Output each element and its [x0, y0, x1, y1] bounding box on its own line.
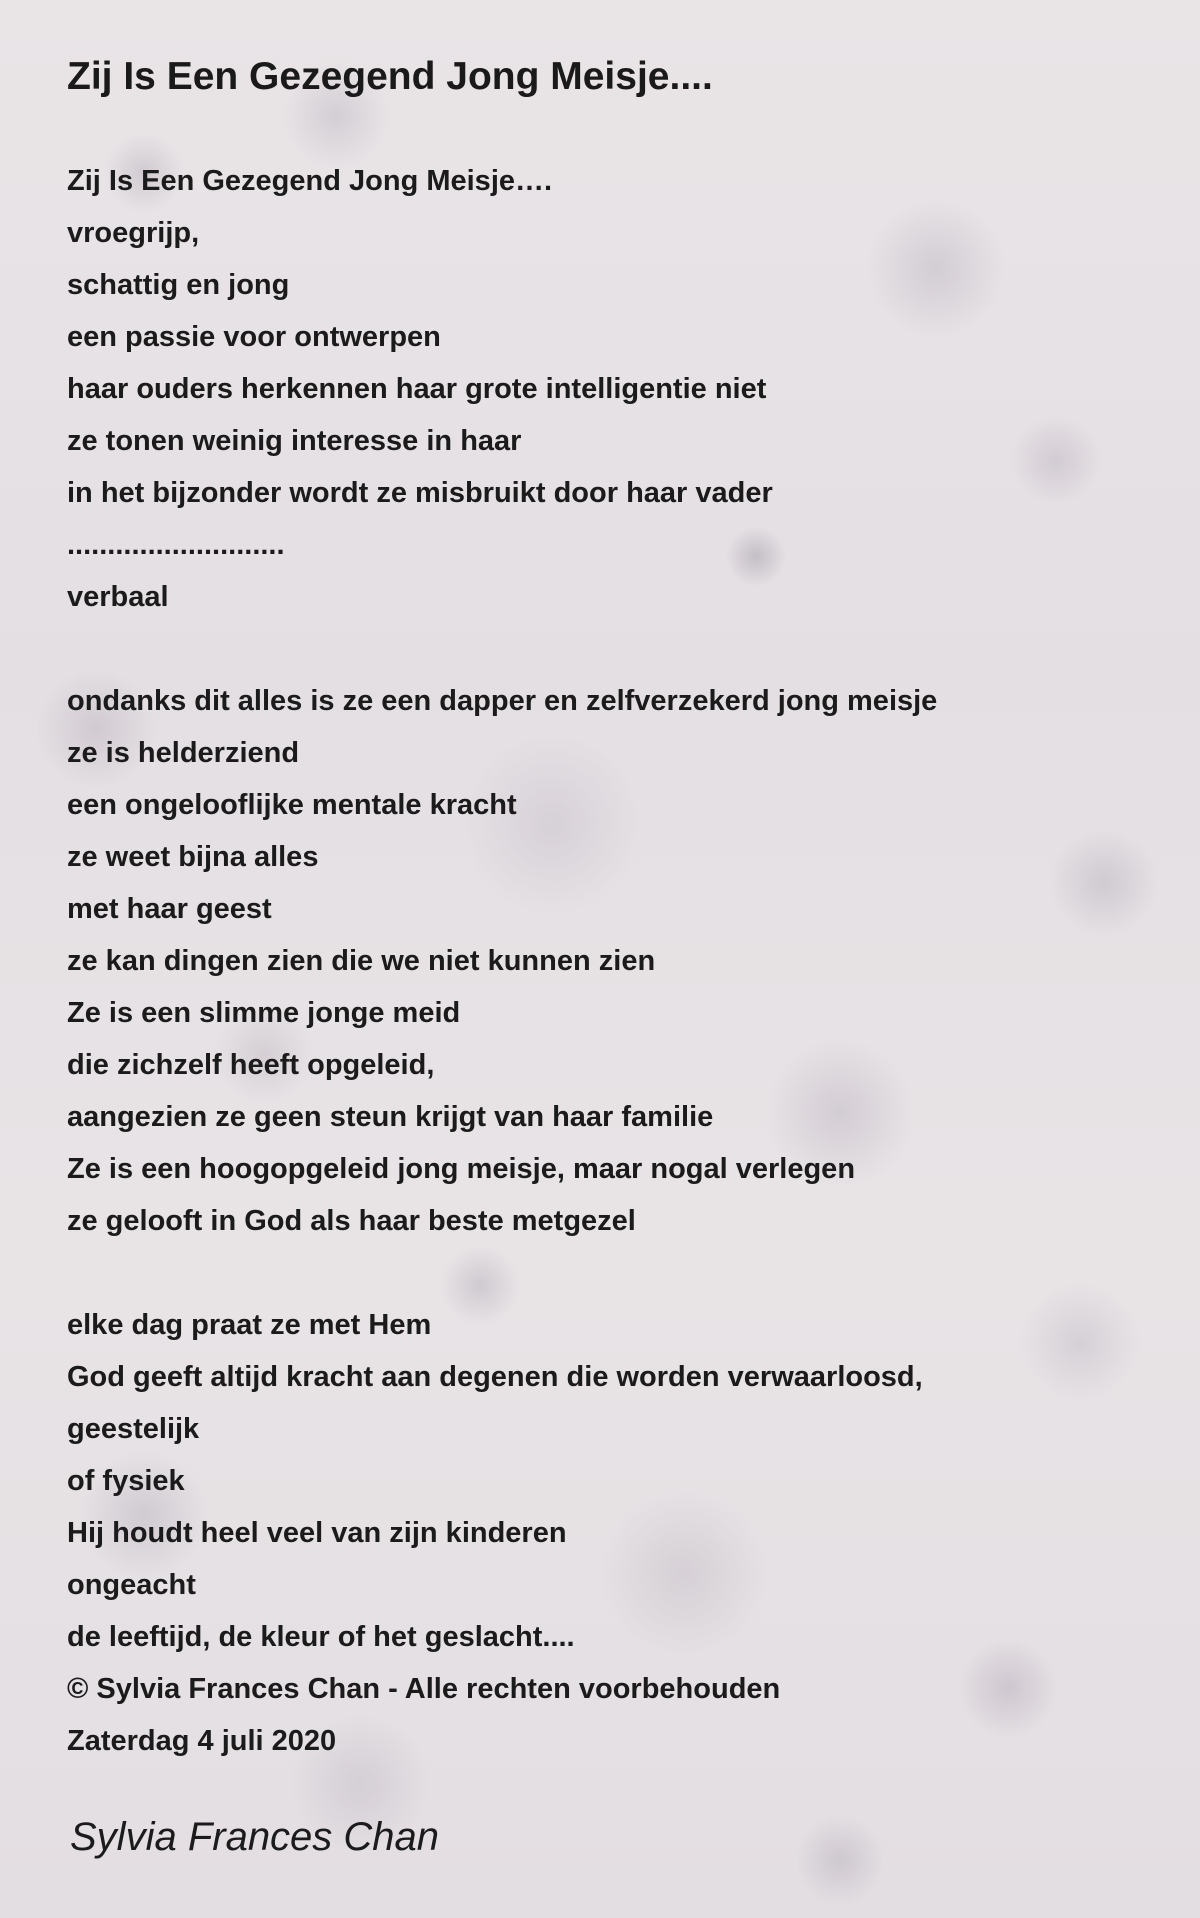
poem-line: vroegrijp,: [67, 217, 200, 249]
poem-line: of fysiek: [67, 1465, 185, 1497]
poem-line: ze gelooft in God als haar beste metgezel: [67, 1205, 636, 1237]
poem-line: geestelijk: [67, 1413, 200, 1445]
poem-line: ze weet bijna alles: [67, 841, 319, 873]
poem-blank-line: [67, 1247, 1147, 1299]
poem-title: Zij Is Een Gezegend Jong Meisje....: [67, 55, 713, 98]
poem-line: ondanks dit alles is ze een dapper en zelfverzekerd jong meisje: [67, 685, 938, 717]
poem-line: ongeacht: [67, 1569, 196, 1601]
poem-line: een ongelooflijke mentale kracht: [67, 789, 517, 821]
poem-line: Ze is een hoogopgeleid jong meisje, maar nogal verlegen: [67, 1153, 856, 1185]
copyright-line: © Sylvia Frances Chan - Alle rechten voorbehouden: [67, 1673, 781, 1705]
poem-author: Sylvia Frances Chan: [70, 1815, 440, 1859]
poem-line: met haar geest: [67, 893, 272, 925]
poem-line: Ze is een slimme jonge meid: [67, 997, 461, 1029]
poem-line: schattig en jong: [67, 269, 290, 301]
poem-line: die zichzelf heeft opgeleid,: [67, 1049, 435, 1081]
poem-line: Hij houdt heel veel van zijn kinderen: [67, 1517, 567, 1549]
poem-line: God geeft altijd kracht aan degenen die worden verwaarloosd,: [67, 1361, 923, 1393]
poem-line: ze kan dingen zien die we niet kunnen zien: [67, 945, 656, 977]
poem-line: de leeftijd, de kleur of het geslacht....: [67, 1621, 575, 1653]
poem-line: ze is helderziend: [67, 737, 300, 769]
poem-line: elke dag praat ze met Hem: [67, 1309, 432, 1341]
poem-line: haar ouders herkennen haar grote intelligentie niet: [67, 373, 767, 405]
date-line: Zaterdag 4 juli 2020: [67, 1725, 337, 1757]
poem-line: aangezien ze geen steun krijgt van haar familie: [67, 1101, 714, 1133]
poem-line: ze tonen weinig interesse in haar: [67, 425, 522, 457]
poem-line: ...........................: [67, 529, 285, 561]
poem-line: in het bijzonder wordt ze misbruikt door haar vader: [67, 477, 773, 509]
poem-line: verbaal: [67, 581, 169, 613]
poem-body: [67, 155, 1147, 1767]
poem-card: [67, 52, 1147, 1757]
poem-line: Zij Is Een Gezegend Jong Meisje….: [67, 165, 553, 197]
poem-line: een passie voor ontwerpen: [67, 321, 441, 353]
poem-blank-line: [67, 623, 1147, 675]
